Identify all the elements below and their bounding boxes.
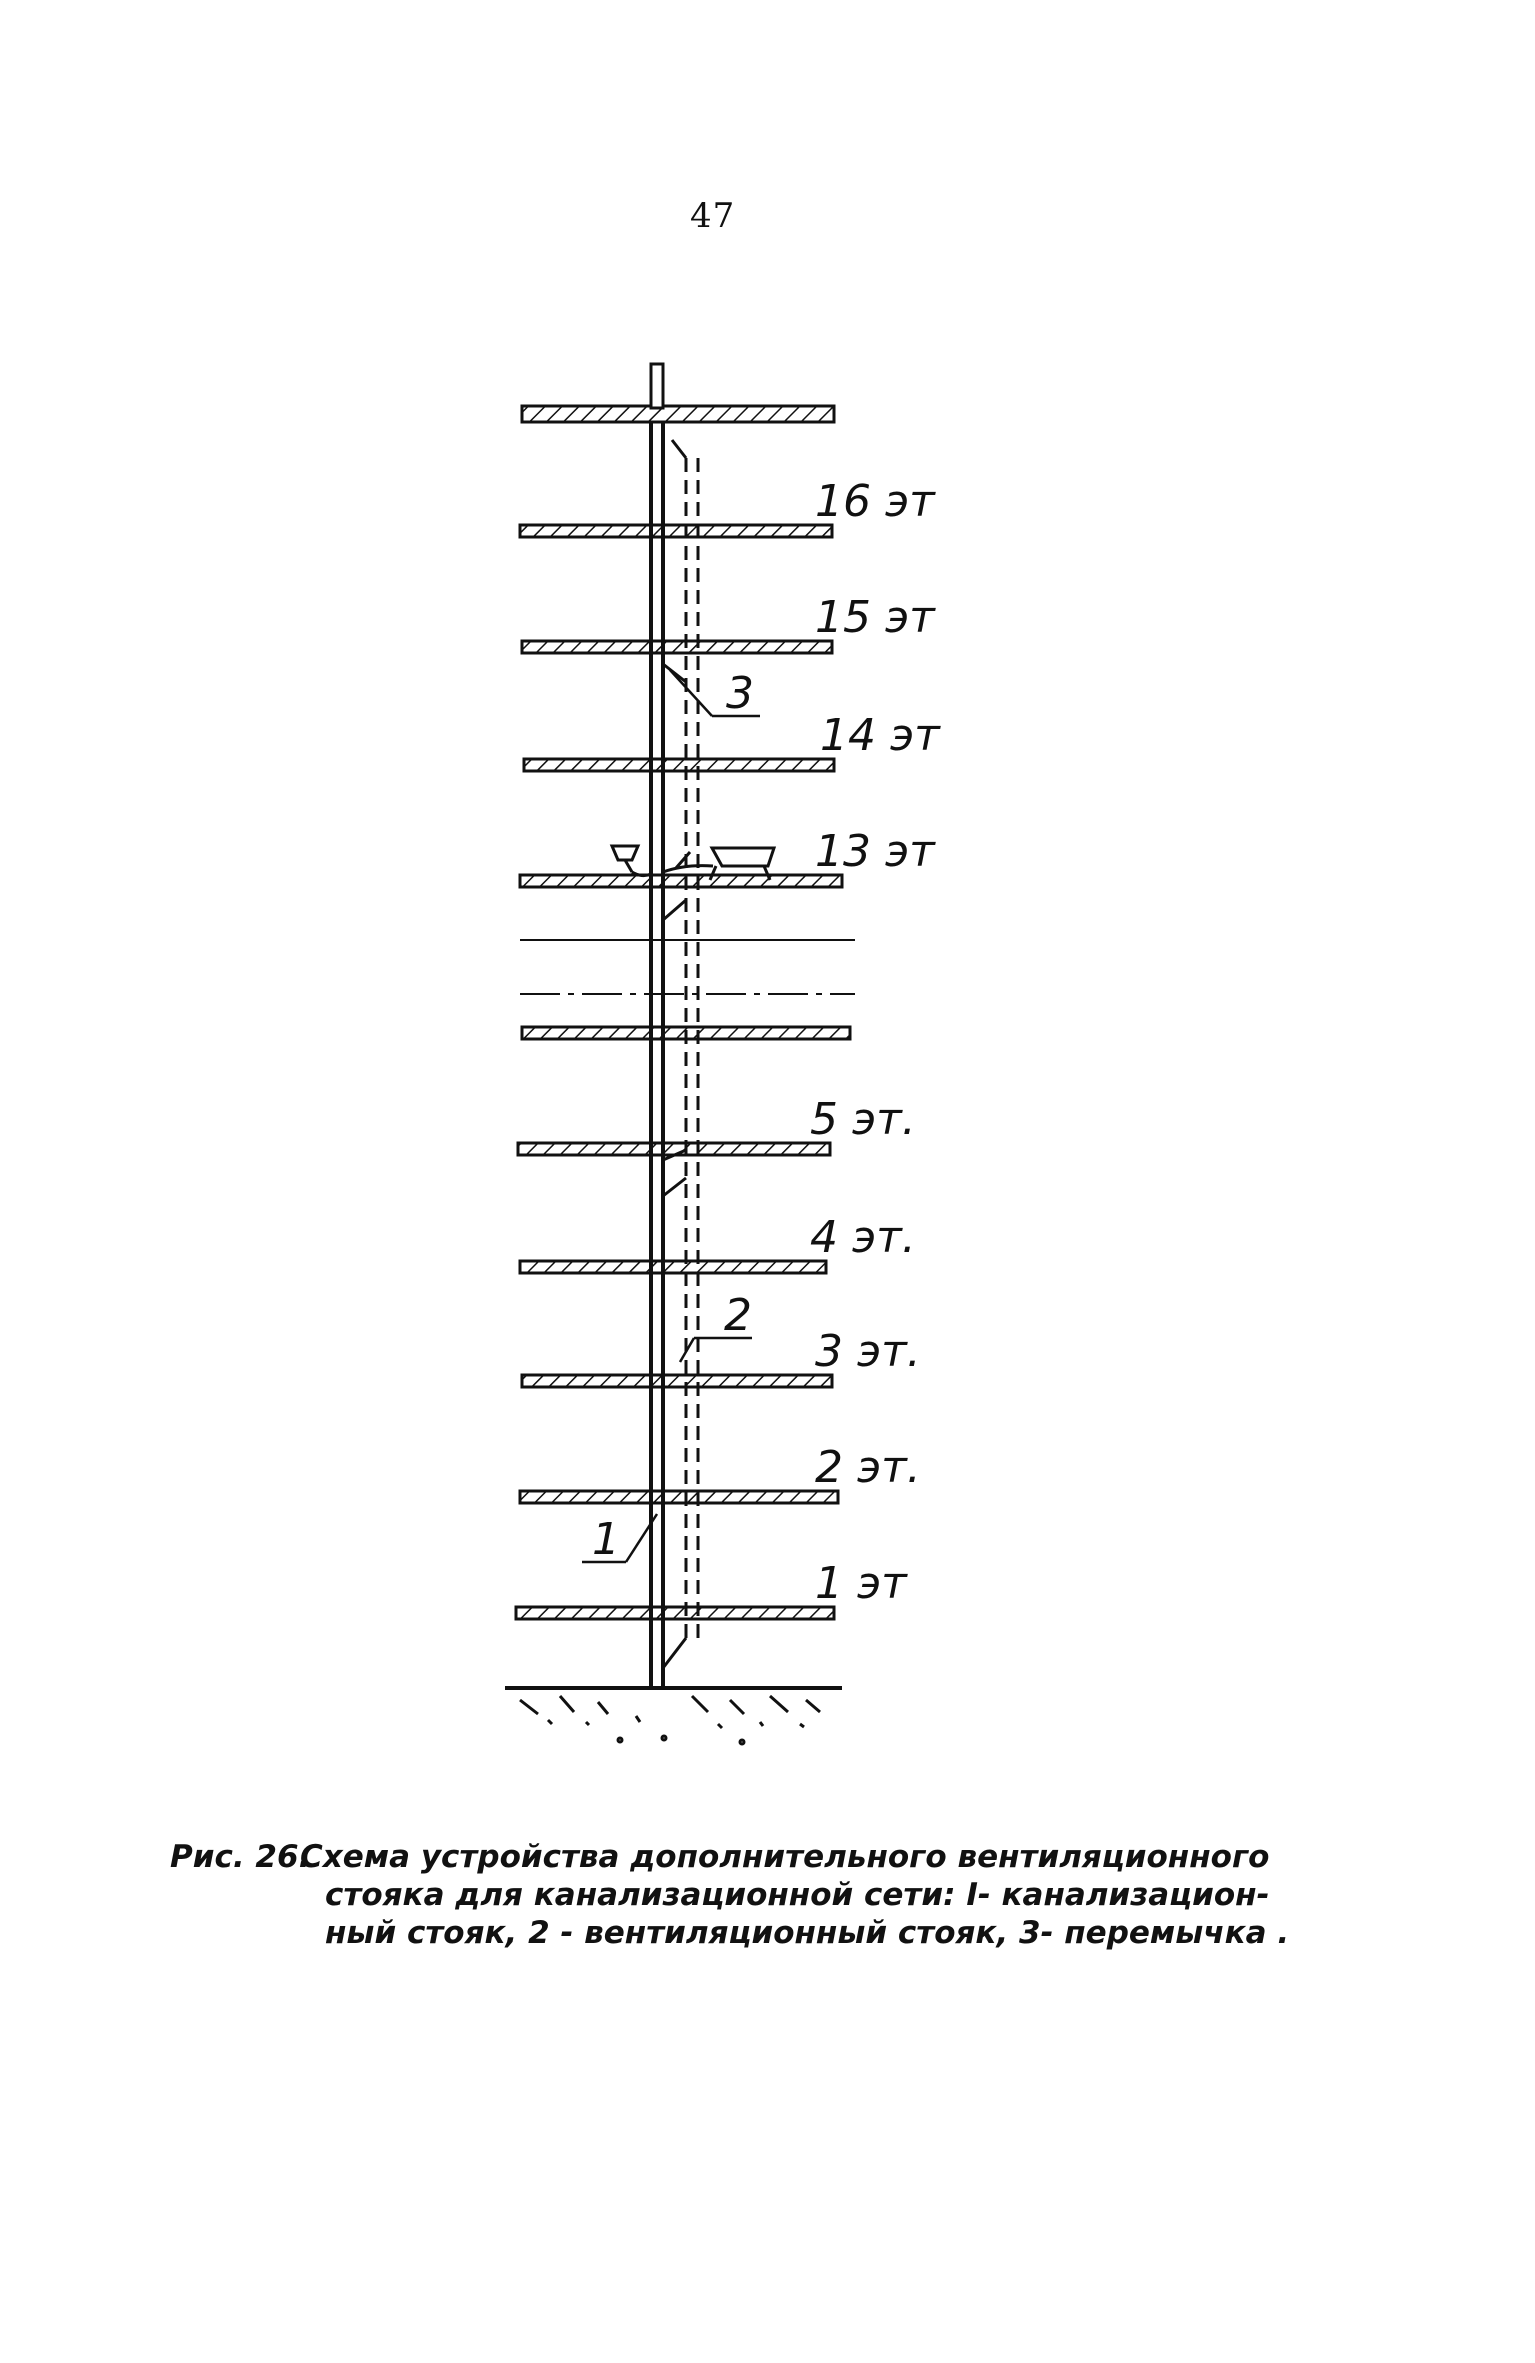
floor-label: 13 эт [815, 826, 935, 877]
caption-line-2: стояка для канализационной сети: I- канализацион- [325, 1877, 1270, 1913]
page-number: 47 [690, 196, 736, 236]
callout-vent-riser [680, 1290, 752, 1362]
washbasin-icon [612, 846, 638, 860]
caption-line-3: ный стояк, 2 - вентиляционный стояк, 3- перемычка . [325, 1915, 1290, 1951]
floor-slab [520, 1491, 838, 1503]
roof-slab [522, 406, 834, 422]
bathtub-icon [712, 848, 774, 866]
floor-label: 14 эт [820, 710, 940, 761]
floor-label: 1 эт [815, 1558, 907, 1609]
floor-slab [524, 759, 834, 771]
callout-1-label: 1 [592, 1514, 620, 1565]
floor-label: 15 эт [815, 592, 935, 643]
floor-slab [522, 1375, 832, 1387]
floor-slab [522, 641, 832, 653]
callout-sewer-riser [582, 1514, 657, 1565]
floor-slab [516, 1607, 834, 1619]
vent-riser [663, 440, 698, 1668]
floor-slab [520, 1261, 826, 1273]
caption-line-1: Схема устройства дополнительного вентиляционного [300, 1839, 1270, 1875]
floor-slab [520, 525, 832, 537]
floor-slab [518, 1143, 830, 1155]
caption-prefix: Рис. 26. [170, 1839, 311, 1875]
floor-label: 3 эт. [815, 1326, 921, 1377]
ground [505, 1688, 842, 1744]
callout-jumper [670, 668, 760, 719]
floor-slabs [516, 525, 850, 1619]
floor-label: 16 эт [815, 476, 935, 527]
floor-slab [520, 875, 842, 887]
callout-2-label: 2 [724, 1290, 752, 1341]
jumpers [663, 664, 686, 1196]
floor-label: 5 эт. [810, 1094, 916, 1145]
floor-label: 2 эт. [815, 1442, 921, 1493]
callout-3-label: 3 [726, 668, 754, 719]
roof-vent-outlet [651, 364, 663, 408]
floor-label: 4 эт. [810, 1212, 916, 1263]
figure-caption [170, 1838, 1370, 1952]
